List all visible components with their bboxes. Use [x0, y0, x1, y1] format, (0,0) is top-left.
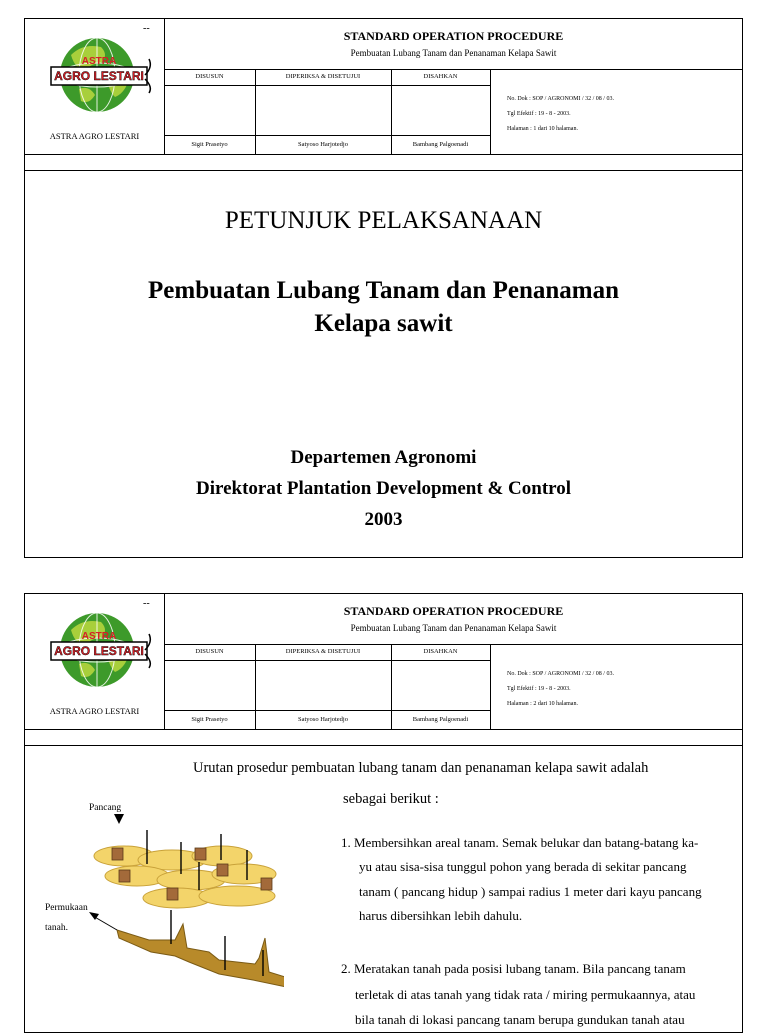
column-disusun: DISUSUN [195, 648, 224, 655]
pointer-arrow [114, 814, 124, 824]
page-count: Halaman : 2 dari 10 halaman. [507, 701, 578, 707]
company-name: ASTRA AGRO LESTARI [49, 706, 140, 716]
step2-line-3: bila tanah di lokasi pancang tanam berupa gundukan tanah atau [355, 1012, 685, 1027]
astra-agro-lestari-logo [49, 608, 154, 694]
page-count: Halaman : 1 dari 10 halaman. [507, 126, 578, 132]
intro-line-2: sebagai berikut : [343, 791, 439, 807]
label-permukaan: Permukaan [45, 903, 88, 913]
logo-cell [25, 19, 165, 154]
effective-date: Tgl Efektif : 19 - 8 - 2003. [507, 686, 571, 692]
sop-title: STANDARD OPERATION PROCEDURE [343, 604, 564, 618]
signatory-1: Sigit Prasetyo [191, 141, 228, 148]
astra-agro-lestari-logo [49, 33, 154, 119]
label-pancang: Pancang [89, 803, 122, 813]
corner-mark: -- [143, 23, 150, 34]
step1-line-2: yu atau sisa-sisa tunggul pohon yang berada di sekitar pancang [359, 859, 687, 874]
logo-text-top: ASTRA [81, 56, 117, 67]
signatory-2: Satyoso Harjotedjo [297, 141, 348, 148]
effective-date: Tgl Efektif : 19 - 8 - 2003. [507, 111, 571, 117]
logo-text-bottom: AGRO LESTARI [54, 69, 144, 83]
sop-subtitle: Pembuatan Lubang Tanam dan Penanaman Kelapa Sawit [350, 48, 557, 58]
logo-text-bottom: AGRO LESTARI [54, 644, 144, 658]
document-page-1 [24, 18, 743, 558]
document-page-2 [24, 593, 743, 1033]
step1-line-1: 1. Membersihkan areal tanam. Semak belukar dan batang-batang ka- [341, 835, 699, 850]
header-band [25, 154, 742, 171]
corner-mark: -- [143, 598, 150, 609]
header-band [25, 729, 742, 746]
directorate: Direktorat Plantation Development & Control [195, 478, 572, 499]
sop-subtitle: Pembuatan Lubang Tanam dan Penanaman Kelapa Sawit [350, 623, 557, 633]
column-diperiksa: DIPERIKSA & DISETUJUI [285, 648, 361, 655]
document-number: No. Dok : SOP / AGRONOMI / 32 / 08 / 03. [507, 96, 614, 102]
logo-text-top: ASTRA [81, 631, 117, 642]
signatory-3: Bambang Palgoenadi [412, 716, 469, 723]
planting-site-illustration [79, 812, 284, 996]
company-name: ASTRA AGRO LESTARI [49, 131, 140, 141]
column-disahkan: DISAHKAN [423, 73, 458, 80]
step1-line-4: harus dibersihkan lebih dahulu. [359, 908, 523, 923]
sop-title: STANDARD OPERATION PROCEDURE [343, 29, 564, 43]
sop-header [25, 19, 742, 155]
signatory-1: Sigit Prasetyo [191, 716, 228, 723]
year: 2003 [364, 509, 403, 530]
step1-line-3: tanam ( pancang hidup ) sampai radius 1 meter dari kayu pancang [359, 884, 702, 899]
document-subtitle [85, 274, 682, 340]
sop-header [25, 594, 742, 730]
step2-line-1: 2. Meratakan tanah pada posisi lubang tanam. Bila pancang tanam [341, 961, 686, 976]
signatory-3: Bambang Palgoenadi [412, 141, 469, 148]
ground-profile [89, 912, 284, 988]
document-number: No. Dok : SOP / AGRONOMI / 32 / 08 / 03. [507, 671, 614, 677]
subtitle-line-2: Kelapa sawit [314, 310, 453, 337]
intro-line-1: Urutan prosedur pembuatan lubang tanam dan penanaman kelapa sawit adalah [193, 760, 649, 776]
column-disahkan: DISAHKAN [423, 648, 458, 655]
page-title: PETUNJUK PELAKSANAAN [224, 207, 543, 234]
signatory-2: Satyoso Harjotedjo [297, 716, 348, 723]
column-diperiksa: DIPERIKSA & DISETUJUI [285, 73, 361, 80]
logo-cell [25, 594, 165, 729]
step2-line-2: terletak di atas tanah yang tidak rata / miring permukaannya, atau [355, 987, 696, 1002]
subtitle-line-1: Pembuatan Lubang Tanam dan Penanaman [148, 277, 619, 304]
label-tanah: tanah. [45, 923, 68, 933]
column-disusun: DISUSUN [195, 73, 224, 80]
department: Departemen Agronomi [290, 447, 477, 468]
